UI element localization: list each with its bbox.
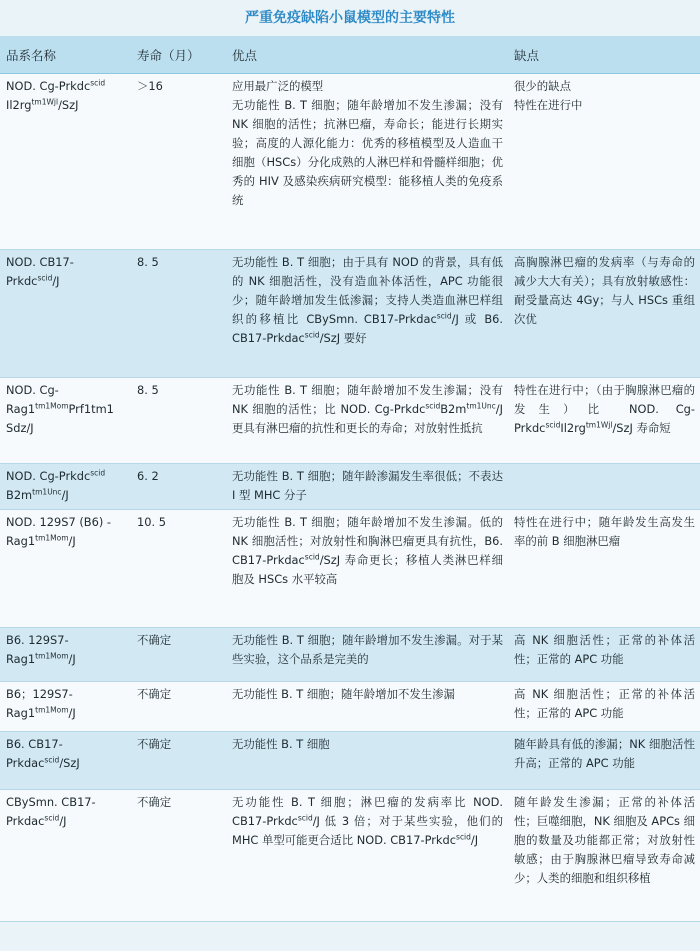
pros-cell: 应用最广泛的模型 无功能性 B. T 细胞；随年龄增加不发生渗漏；没有 NK 细胞的活性；抗淋巴瘤，寿命长；能进行长期实验；高度的人源化能力：优秀的移植模型及人造血干细胞（HSCs）分化成熟的人淋巴样和骨髓样细胞；优秀的 HIV 及感染疾病研究模型：能移植人类的免疫系统 — [226, 74, 508, 250]
table-row — [0, 250, 700, 378]
cons-cell: 特性在进行中；（由于胸腺淋巴瘤的发生）比 NOD. $Cg-Prkdc^{scid}Il2rg^{tm1Wjl}$/SzJ 寿命短 — [508, 378, 700, 464]
pros-cell: 无功能性 B. T 细胞；由于具有 NOD 的背景，具有低的 NK 细胞活性，没有造血补体活性，APC 功能很少；随年龄增加发生低渗漏；支持人类造血淋巴样组织的移植比 CBySmn. CB17-Prkdac$^{scid}$/J 或 B6. CB17-Prkdac$^{scid}$/SzJ 要好 — [226, 250, 508, 378]
pros-cell: 无功能性 B. T 细胞；随年龄增加不发生渗漏 — [226, 682, 508, 732]
cons-cell: 高 NK 细胞活性；正常的补体活性；正常的 APC 功能 — [508, 682, 700, 732]
table-row — [0, 628, 700, 682]
cons-cell — [508, 464, 700, 510]
lifespan-cell: 6. 2 — [131, 464, 226, 510]
table-row — [0, 74, 700, 250]
strain-cell: NOD. 129S7 (B6) $-Rag1^{tm1Mom}/J$ — [0, 510, 131, 628]
header-row — [0, 36, 700, 74]
col-header-strain: 品系名称 — [0, 36, 131, 74]
strain-cell: B6；$129S7-Rag1^{tm1Mom}/J$ — [0, 682, 131, 732]
table-row — [0, 732, 700, 790]
pros-cell: 无功能性 B. T 细胞；随年龄增加不发生渗漏；没有 NK 细胞的活性；比 NOD. $Cg-Prkdc^{scid}B2m^{tm1Unc}/J$ 更具有淋巴瘤的抗性和更长的寿命；对放射性抵抗 — [226, 378, 508, 464]
lifespan-cell: 10. 5 — [131, 510, 226, 628]
table-row — [0, 790, 700, 922]
pros-cell: 无功能性 B. T 细胞；随年龄渗漏发生率很低；不表达 Ⅰ 型 MHC 分子 — [226, 464, 508, 510]
col-header-cons: 缺点 — [508, 36, 700, 74]
cons-cell: 随年龄发生渗漏；正常的补体活性；巨噬细胞，NK 细胞及 APCs 细胞的数量及功能都正常；对放射性敏感；由于胸腺淋巴瘤导致寿命减少；人类的细胞和组织移植 — [508, 790, 700, 922]
strain-cell: NOD. Cg-Prkdc$^{scid}$ $Il2rg^{tm1Wjl}$/SzJ — [0, 74, 131, 250]
table-body — [0, 74, 700, 922]
cons-cell: 高胸腺淋巴瘤的发病率（与寿命的减少大大有关）；具有放射敏感性：耐受量高达 4Gy；与人 HSCs 重组次优 — [508, 250, 700, 378]
pros-cell: 无功能性 B. T 细胞；淋巴瘤的发病率比 NOD. CB17-Prkdc$^{scid}$/J 低 3 倍；对于某些实验，他们的 MHC 单型可能更合适比 NOD. CB17-Prkdc$^{scid}$/J — [226, 790, 508, 922]
lifespan-cell: 不确定 — [131, 790, 226, 922]
table-row — [0, 378, 700, 464]
lifespan-cell: ＞16 — [131, 74, 226, 250]
table-title: 严重免疫缺陷小鼠模型的主要特性 — [245, 10, 455, 26]
strain-cell: NOD. $Cg-Rag1^{tm1Mom}Prf1tm1$ Sdz/J — [0, 378, 131, 464]
cons-cell: 随年龄具有低的渗漏；NK 细胞活性升高；正常的 APC 功能 — [508, 732, 700, 790]
strain-cell: CBySmn. CB17-Prkdac$^{scid}$/J — [0, 790, 131, 922]
lifespan-cell: 不确定 — [131, 628, 226, 682]
col-header-pros: 优点 — [226, 36, 508, 74]
pros-cell: 无功能性 B. T 细胞 — [226, 732, 508, 790]
strain-cell: NOD. Cg-Prkdc$^{scid}$ $B2m^{tm1Unc}/J$ — [0, 464, 131, 510]
strain-cell: B6. CB17-Prkdac$^{scid}$/SzJ — [0, 732, 131, 790]
lifespan-cell: 不确定 — [131, 682, 226, 732]
pros-cell: 无功能性 B. T 细胞；随年龄增加不发生渗漏。低的 NK 细胞活性；对放射性和胸淋巴瘤更具有抗性，B6. CB17-Prkdac$^{scid}$/SzJ 寿命更长；移植人类淋巴样细胞及 HSCs 水平较高 — [226, 510, 508, 628]
table-row — [0, 510, 700, 628]
lifespan-cell: 8. 5 — [131, 250, 226, 378]
strain-cell: B6. $129S7-Rag1^{tm1Mom}/J$ — [0, 628, 131, 682]
col-header-lifespan: 寿命（月） — [131, 36, 226, 74]
lifespan-cell: 8. 5 — [131, 378, 226, 464]
cons-cell: 特性在进行中；随年龄发生高发生率的前 B 细胞淋巴瘤 — [508, 510, 700, 628]
table-row — [0, 682, 700, 732]
lifespan-cell: 不确定 — [131, 732, 226, 790]
strain-table — [0, 36, 700, 922]
cons-cell: 很少的缺点 特性在进行中 — [508, 74, 700, 250]
cons-cell: 高 NK 细胞活性；正常的补体活性；正常的 APC 功能 — [508, 628, 700, 682]
pros-cell: 无功能性 B. T 细胞；随年龄增加不发生渗漏。对于某些实验，这个品系是完美的 — [226, 628, 508, 682]
strain-cell: NOD. CB17-Prkdc$^{scid}$/J — [0, 250, 131, 378]
table-row — [0, 464, 700, 510]
